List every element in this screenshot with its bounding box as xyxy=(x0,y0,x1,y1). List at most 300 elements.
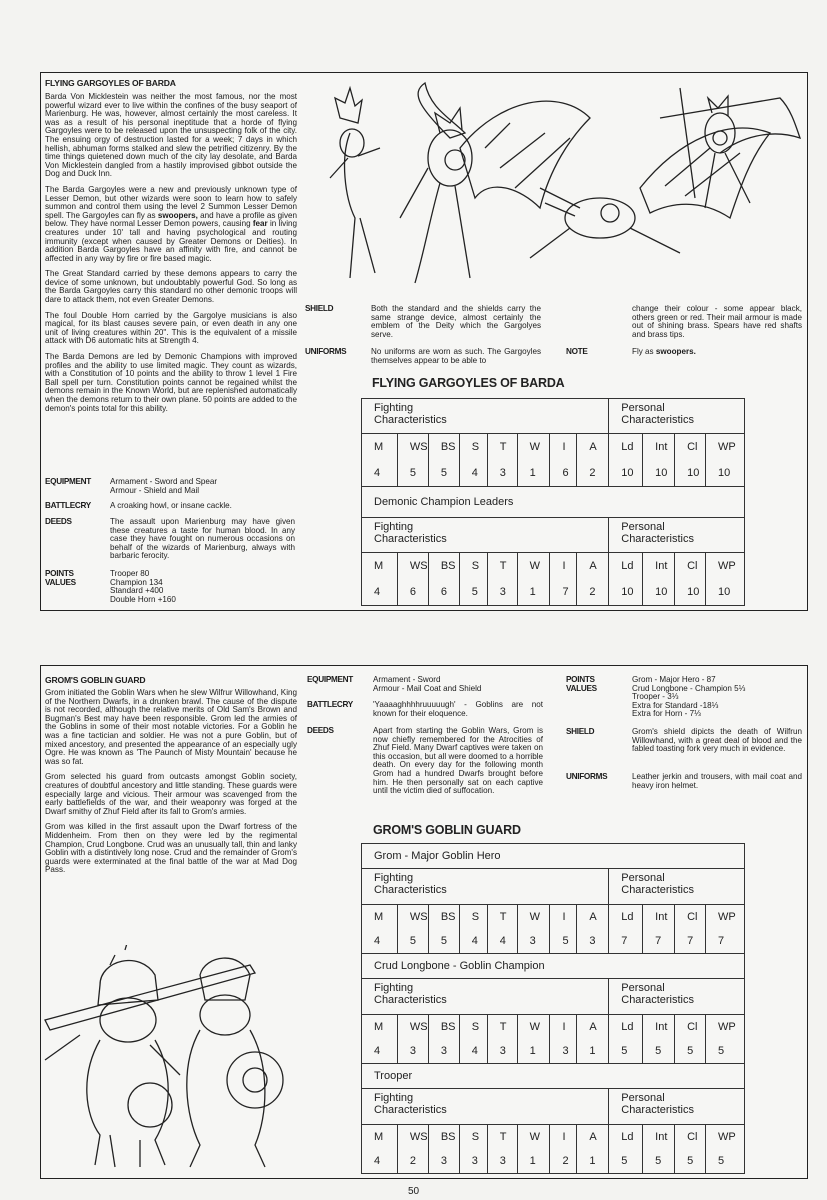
bold-text: swoopers. xyxy=(655,347,696,356)
stat-cell xyxy=(429,905,459,953)
stat-label: Cl xyxy=(687,911,698,923)
stat-label: M xyxy=(374,441,384,453)
gargoyles-table-title: FLYING GARGOYLES OF BARDA xyxy=(372,376,565,390)
stat-cell xyxy=(398,1015,428,1063)
text: and have a profile as given below. They have normal Lesser Demon powers, causing xyxy=(45,210,297,229)
stat-value: 4 xyxy=(471,935,478,947)
shield-text: Both the standard and the shields carry the same strange device, almost certainly the emblem of the Deity which the Gargolyes serve. xyxy=(371,304,541,339)
stat-t xyxy=(487,434,517,487)
stat-label: Cl xyxy=(687,560,698,572)
stat-value: 7 xyxy=(655,935,662,947)
stat-cell xyxy=(460,1015,487,1063)
stat-cell xyxy=(577,1015,608,1063)
stat-w xyxy=(517,434,550,487)
stat-wp xyxy=(705,1015,744,1064)
stat-w xyxy=(517,553,550,606)
equipment-label: EQUIPMENT xyxy=(45,477,91,486)
stat-cell xyxy=(518,434,550,486)
stat-cell xyxy=(488,1125,517,1173)
stat-label: W xyxy=(529,1131,540,1143)
stat-value: 1 xyxy=(529,1155,536,1167)
stat-label: Ld xyxy=(621,1021,634,1033)
stat-value: 4 xyxy=(374,467,381,479)
stat-value: 5 xyxy=(621,1155,628,1167)
stat-cell xyxy=(609,905,642,953)
goblin-shield-label: SHIELD xyxy=(566,727,595,736)
stat-wp xyxy=(706,434,745,487)
points-label-line: VALUES xyxy=(566,683,597,693)
stat-ld xyxy=(609,1125,643,1174)
stat-value: 1 xyxy=(529,1045,536,1057)
stat-w xyxy=(517,1125,550,1174)
stat-cell xyxy=(706,1125,744,1173)
uniforms-text-continued: change their colour - some appear black, others green or red. Their mail armour is made out of shining brass. Spears have red shafts and brass tips. xyxy=(632,304,802,339)
stat-label: T xyxy=(499,1131,507,1143)
stat-label: Int xyxy=(655,1021,668,1033)
stat-label: Cl xyxy=(687,1021,698,1033)
stat-i xyxy=(550,434,577,487)
text: in living creatures under 10' tall and having psychological and routing immunity (except when caused by Greater Demons or Deities). In addition Barda Gargoyles have an affinity with fire, and cannot be affected in any way by fire or fire based magic. xyxy=(45,219,297,263)
stat-label: WP xyxy=(717,911,736,923)
gargoyles-illustration xyxy=(300,78,805,300)
points-item: Champion 134 xyxy=(110,577,163,587)
stat-a xyxy=(577,1125,609,1174)
stat-value: 5 xyxy=(409,467,416,479)
stat-cell xyxy=(460,553,487,605)
stat-cl xyxy=(675,1125,706,1174)
stat-a xyxy=(577,434,609,487)
stat-cell xyxy=(362,434,397,486)
stat-label: A xyxy=(589,560,597,572)
stat-value: 10 xyxy=(621,467,634,479)
goblin-uniforms-label: UNIFORMS xyxy=(566,772,608,781)
stat-value: 5 xyxy=(562,935,569,947)
shield-label: SHIELD xyxy=(305,304,334,313)
stat-label: W xyxy=(529,560,540,572)
stat-value: 3 xyxy=(499,467,506,479)
stat-cell xyxy=(429,1125,459,1173)
paragraph: The Great Standard carried by these demons appears to carry the device of some unknown, but undoubtably powerful God. So long as the Barda Gargoyles carry this standard no other demonic troops will dare to attack them, not even Greater Demons. xyxy=(45,269,297,305)
stats-row xyxy=(362,553,745,606)
stat-label: S xyxy=(471,560,480,572)
stat-value: 5 xyxy=(717,1155,725,1167)
stat-label: T xyxy=(499,911,507,923)
stat-value: 5 xyxy=(655,1045,662,1057)
personal-characteristics-label: Personal Characteristics xyxy=(609,1089,745,1125)
goblin-battlecry-text: 'Yaaaaghhhhruuuuugh' - Goblins are not known for their eloquence. xyxy=(373,700,543,718)
stat-value: 3 xyxy=(440,1045,447,1057)
stat-cell xyxy=(362,1015,397,1063)
stat-value: 7 xyxy=(562,586,569,598)
unit-name-row xyxy=(362,954,745,979)
fighting-characteristics-label: Fighting Characteristics xyxy=(362,399,609,434)
personal-characteristics-label: Personal Characteristics xyxy=(609,869,745,905)
stat-cl xyxy=(675,553,706,606)
stat-label: M xyxy=(374,1021,384,1033)
unit-name: Trooper xyxy=(362,1064,745,1089)
stat-i xyxy=(550,553,577,606)
stat-value: 3 xyxy=(589,935,596,947)
stat-label: WS xyxy=(409,560,428,572)
stat-value: 1 xyxy=(529,586,536,598)
personal-characteristics-label: Personal Characteristics xyxy=(609,518,745,553)
points-label-line: POINTS xyxy=(45,569,74,578)
stat-label: T xyxy=(499,441,507,453)
stat-cell xyxy=(643,434,674,486)
stat-ld xyxy=(609,553,643,606)
gargoyles-stats-table xyxy=(361,398,745,606)
stat-value: 2 xyxy=(409,1155,416,1167)
stat-label: BS xyxy=(440,560,456,572)
fighting-characteristics-label: Fighting Characteristics xyxy=(362,1089,609,1125)
stat-value: 2 xyxy=(562,1155,569,1167)
goblin-uniforms-text: Leather jerkin and trousers, with mail coat and heavy iron helmet. xyxy=(632,772,802,790)
stat-cell xyxy=(460,905,487,953)
stat-cell xyxy=(706,905,744,953)
stat-label: A xyxy=(589,1131,597,1143)
stat-label: S xyxy=(471,1131,480,1143)
stat-label: BS xyxy=(440,911,456,923)
stat-cell xyxy=(429,434,459,486)
stat-cell xyxy=(550,553,576,605)
stat-bs xyxy=(428,905,459,954)
stat-cell xyxy=(429,1015,459,1063)
stat-label: WS xyxy=(409,911,428,923)
stat-wp xyxy=(705,1125,744,1174)
stat-label: W xyxy=(529,1021,540,1033)
stat-value: 4 xyxy=(374,1155,381,1167)
points-item: Trooper 80 xyxy=(110,569,150,578)
unit-name: Crud Longbone - Goblin Champion xyxy=(362,954,745,979)
stat-ws xyxy=(397,553,428,606)
stat-cell xyxy=(577,434,608,486)
stat-cell xyxy=(675,905,705,953)
paragraph: Barda Von Micklestein was neither the most famous, nor the most powerful wizard ever to live within the confines of the busy seaport of Marienburg. He was, however, almost certainly the most careless. It was as a result of his personal ineptitude that a horde of flying Gargoyles were to be released upon the unsuspecting folk of the city. The ensuing orgy of destruction lasted for a week; 7 days in which hellish, abhuman forms stalked and slew the petrified citizenry. By the time things quietened down much of the city lay desolate, and Barda Von Micklestein dangled from a hastily improvised gibbot outside the Dog and Duck Inn. xyxy=(45,92,297,179)
stat-value: 5 xyxy=(471,586,478,598)
stat-label: Int xyxy=(655,441,668,453)
stat-cell xyxy=(398,553,428,605)
stat-value: 1 xyxy=(529,467,536,479)
stat-label: Ld xyxy=(621,1131,634,1143)
stat-m xyxy=(362,553,398,606)
stat-t xyxy=(487,553,517,606)
stat-cell xyxy=(643,1125,674,1173)
stat-bs xyxy=(428,434,459,487)
characteristics-header-row xyxy=(362,1089,745,1125)
stat-value: 4 xyxy=(471,467,478,479)
gargoyles-intro xyxy=(45,93,297,420)
stat-value: 4 xyxy=(374,1045,381,1057)
stat-label: Int xyxy=(655,560,668,572)
stat-label: T xyxy=(499,1021,507,1033)
stat-value: 5 xyxy=(687,1155,694,1167)
stat-label: I xyxy=(562,560,566,572)
stat-cell xyxy=(362,553,397,605)
stat-value: 10 xyxy=(655,586,668,598)
points-item: Grom - Major Hero - 87 xyxy=(632,675,716,684)
paragraph: Grom was killed in the first assault upon the Dwarf fortress of the Middenheim. From then on they were led by the regimental Champion, Crud Longbone. Crud was an unusually tall, thin and lanky Goblin with a distintively long nose. Crud and the remainder of Grom's guards were exterminated at the final battle of the war at Mad Dog Pass. xyxy=(45,822,297,875)
stat-value: 3 xyxy=(529,935,536,947)
stat-value: 3 xyxy=(409,1045,416,1057)
stat-a xyxy=(577,905,609,954)
stat-cell xyxy=(398,1125,428,1173)
stat-int xyxy=(643,553,675,606)
stat-bs xyxy=(428,1125,459,1174)
paragraph: Grom selected his guard from outcasts amongst Goblin society, creatures of doubtful ancestory and little standing. These guards were especially large and vicious. Their armour was scavenged from the early battlefields of the war, and their weaponry was forged at the Dwarf smithy of Zhuf Field after its fall to Grom's armies. xyxy=(45,772,297,816)
armour: Armour - Shield and Mail xyxy=(110,485,200,495)
stat-value: 10 xyxy=(687,586,700,598)
points-item: Extra for Horn - 7⅓ xyxy=(632,709,701,719)
paragraph: The Barda Demons are led by Demonic Champions with improved profiles and the ability to use limited magic. They count as wizards, with a Constitution of 10 points and the ability to throw 1 level 1 Fire Ball spell per turn. Constitution points cannot be regained whilst the demons remain in the Known World, but are replenished automatically when the demons return to their own plane. 50 points are added to the demon's points total for this ability. xyxy=(45,352,297,413)
stat-cell xyxy=(675,434,705,486)
stat-label: W xyxy=(529,441,540,453)
stat-label: M xyxy=(374,560,384,572)
uniforms-label: UNIFORMS xyxy=(305,347,347,356)
stat-cell xyxy=(488,1015,517,1063)
stat-value: 2 xyxy=(589,586,596,598)
stat-ld xyxy=(609,1015,643,1064)
stat-value: 10 xyxy=(718,467,731,479)
stat-wp xyxy=(705,905,744,954)
unit-name: Demonic Champion Leaders xyxy=(362,487,745,518)
goblin-equipment-label: EQUIPMENT xyxy=(307,675,353,684)
stat-value: 5 xyxy=(440,467,447,479)
goblin-deeds-text: Apart from starting the Goblin Wars, Grom is now chiefly remembered for the Atrocities of Zhuf Field. Many Dwarf captives were taken on this occasion, but all were doomed to a horrible death. On every day for the following month Grom had a hundred Dwarfs brought before him. He then personally sat on each captive until the victim died of suffocation. xyxy=(373,726,543,796)
stat-s xyxy=(459,434,487,487)
stat-value: 5 xyxy=(655,1155,662,1167)
stat-cl xyxy=(675,905,706,954)
stat-label: M xyxy=(374,911,384,923)
deeds-label: DEEDS xyxy=(45,517,72,526)
personal-characteristics-label: Personal Characteristics xyxy=(609,399,745,434)
stat-cell xyxy=(518,553,550,605)
stat-value: 10 xyxy=(718,586,731,598)
stat-label: W xyxy=(529,911,540,923)
stat-label: WP xyxy=(718,560,736,572)
points-item: Standard +400 xyxy=(110,586,164,596)
stat-cell xyxy=(488,434,517,486)
stat-ws xyxy=(397,1125,428,1174)
stat-cell xyxy=(609,434,642,486)
stat-m xyxy=(362,1015,398,1064)
stat-value: 2 xyxy=(589,467,596,479)
unit-name-row xyxy=(362,844,745,869)
text: Fly as xyxy=(632,347,656,356)
stat-label: Cl xyxy=(687,441,698,453)
stats-row xyxy=(362,434,745,487)
stat-value: 10 xyxy=(621,586,634,598)
deeds-text: The assault upon Marienburg may have given these creatures a taste for human blood. In any case they have fought on numerous occasions on behalf of the wizards of Marienburg, always with barbaric ferocity. xyxy=(110,517,295,561)
stat-cell xyxy=(643,905,674,953)
stat-cell xyxy=(577,905,608,953)
stat-value: 6 xyxy=(562,467,569,479)
stat-s xyxy=(459,1015,487,1064)
points-item: Double Horn +160 xyxy=(110,594,176,604)
stat-label: Ld xyxy=(621,560,634,572)
stat-int xyxy=(643,1125,675,1174)
stat-value: 7 xyxy=(687,935,694,947)
stat-value: 3 xyxy=(499,586,506,598)
points-values xyxy=(110,570,176,604)
stat-value: 5 xyxy=(717,1045,725,1057)
stat-value: 1 xyxy=(589,1155,596,1167)
stat-label: BS xyxy=(440,1021,456,1033)
stat-label: Cl xyxy=(687,1131,698,1143)
stat-label: Ld xyxy=(621,441,634,453)
equipment-text xyxy=(110,478,295,495)
stat-int xyxy=(643,434,675,487)
stat-cell xyxy=(550,434,576,486)
points-label xyxy=(45,570,76,587)
stat-cell xyxy=(398,434,428,486)
goblins-table-title: GROM'S GOBLIN GUARD xyxy=(373,823,521,837)
stat-label: WP xyxy=(718,441,736,453)
goblins-stats-table xyxy=(361,843,745,1174)
stat-cell xyxy=(643,1015,674,1063)
stat-value: 3 xyxy=(562,1045,569,1057)
stat-cell xyxy=(550,1125,576,1173)
stat-cell xyxy=(550,1015,576,1063)
stat-label: WP xyxy=(717,1021,736,1033)
points-item: Extra for Standard -18⅓ xyxy=(632,700,719,710)
characteristics-header-row xyxy=(362,869,745,905)
stat-value: 5 xyxy=(621,1045,628,1057)
stat-cell xyxy=(609,1125,642,1173)
armament: Armament - Sword xyxy=(373,675,441,684)
stat-a xyxy=(577,553,609,606)
goblins-intro xyxy=(45,689,297,882)
stat-label: S xyxy=(471,911,480,923)
stat-m xyxy=(362,434,398,487)
stat-value: 4 xyxy=(499,935,506,947)
stat-value: 7 xyxy=(717,935,725,947)
stat-cell xyxy=(488,553,517,605)
stat-value: 5 xyxy=(687,1045,694,1057)
note-text xyxy=(632,348,696,357)
page-number: 50 xyxy=(407,1186,420,1197)
stat-cell xyxy=(706,1015,744,1063)
stat-label: Int xyxy=(655,1131,668,1143)
stat-ld xyxy=(609,905,643,954)
stat-cell xyxy=(460,434,487,486)
stat-value: 4 xyxy=(374,586,381,598)
stat-value: 6 xyxy=(409,586,416,598)
stat-m xyxy=(362,905,398,954)
paragraph xyxy=(45,186,297,263)
fighting-characteristics-label: Fighting Characteristics xyxy=(362,979,609,1015)
stat-w xyxy=(517,1015,550,1064)
unit-name-row xyxy=(362,487,745,518)
stat-cell xyxy=(362,905,397,953)
stat-value: 7 xyxy=(621,935,628,947)
stat-value: 10 xyxy=(655,467,668,479)
stat-cell xyxy=(518,905,550,953)
stat-value: 1 xyxy=(589,1045,596,1057)
stat-w xyxy=(517,905,550,954)
note-label: NOTE xyxy=(566,347,588,356)
paragraph: The foul Double Horn carried by the Gargolye musicians is also magical, for its blast causes severe pain, or even death in any one unit of living creatures within 20". This is the equivalent of a missile attack with D6 automatic hits at Strength 4. xyxy=(45,310,297,346)
stat-bs xyxy=(428,1015,459,1064)
stat-label: I xyxy=(562,1021,566,1033)
stats-row xyxy=(362,1125,745,1174)
stat-label: BS xyxy=(440,441,456,453)
stats-row xyxy=(362,905,745,954)
stat-value: 3 xyxy=(440,1155,447,1167)
armour: Armour - Mail Coat and Shield xyxy=(373,683,482,693)
stat-label: Int xyxy=(655,911,668,923)
stat-label: S xyxy=(471,1021,480,1033)
stat-value: 4 xyxy=(374,935,381,947)
goblin-deeds-label: DEEDS xyxy=(307,726,334,735)
stat-cell xyxy=(398,905,428,953)
goblins-heading: GROM'S GOBLIN GUARD xyxy=(45,675,146,685)
stat-label: WP xyxy=(717,1131,736,1143)
fighting-characteristics-label: Fighting Characteristics xyxy=(362,518,609,553)
stat-t xyxy=(487,1125,517,1174)
stat-value: 3 xyxy=(499,1045,506,1057)
stat-cell xyxy=(577,1125,608,1173)
stat-label: I xyxy=(562,441,566,453)
points-item: Crud Longbone - Champion 5⅓ xyxy=(632,683,746,693)
stat-cell xyxy=(429,553,459,605)
stat-label: WS xyxy=(409,1131,428,1143)
stat-label: A xyxy=(589,1021,597,1033)
stat-wp xyxy=(706,553,745,606)
goblin-points-values xyxy=(632,676,745,719)
stat-cell xyxy=(460,1125,487,1173)
stat-label: S xyxy=(471,441,480,453)
stat-label: A xyxy=(589,441,597,453)
stat-cell xyxy=(706,553,744,605)
stat-label: T xyxy=(499,560,507,572)
stat-value: 5 xyxy=(409,935,416,947)
stat-int xyxy=(643,1015,675,1064)
characteristics-header-row xyxy=(362,518,745,553)
stat-label: WS xyxy=(409,1021,428,1033)
stat-ws xyxy=(397,1015,428,1064)
stat-cell xyxy=(550,905,576,953)
stat-cell xyxy=(609,553,642,605)
stat-label: Ld xyxy=(621,911,634,923)
stat-int xyxy=(643,905,675,954)
stat-cell xyxy=(643,553,674,605)
stat-ws xyxy=(397,905,428,954)
armament: Armament - Sword and Spear xyxy=(110,477,218,486)
stat-s xyxy=(459,905,487,954)
uniforms-text: No uniforms are worn as such. The Gargoyles themselves appear to be able to xyxy=(371,347,541,365)
stat-ws xyxy=(397,434,428,487)
stat-cl xyxy=(675,434,706,487)
stat-value: 10 xyxy=(687,467,700,479)
points-label-line: VALUES xyxy=(45,577,76,587)
stat-t xyxy=(487,1015,517,1064)
stat-i xyxy=(550,1015,577,1064)
goblins-illustration xyxy=(40,945,300,1173)
stat-cell xyxy=(518,1015,550,1063)
stat-value: 5 xyxy=(440,935,447,947)
gargoyles-heading: FLYING GARGOYLES OF BARDA xyxy=(45,78,176,88)
stat-value: 6 xyxy=(440,586,447,598)
stat-a xyxy=(577,1015,609,1064)
goblin-battlecry-label: BATTLECRY xyxy=(307,700,353,709)
stat-cell xyxy=(577,553,608,605)
stat-bs xyxy=(428,553,459,606)
points-item: Trooper - 3⅓ xyxy=(632,692,679,702)
stat-value: 3 xyxy=(471,1155,478,1167)
battlecry-text: A croaking howl, or insane cackle. xyxy=(110,501,232,510)
stat-label: I xyxy=(562,911,566,923)
stat-s xyxy=(459,553,487,606)
